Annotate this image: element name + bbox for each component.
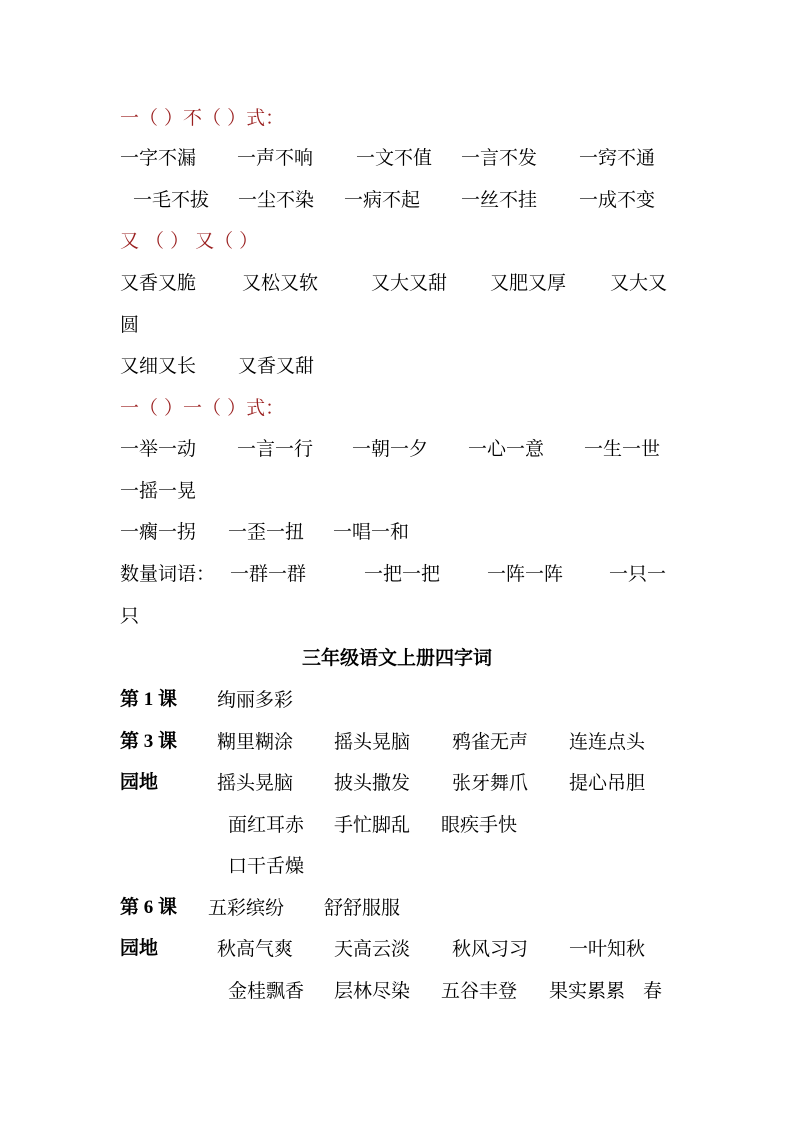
section1-heading: 一（ ）不（ ）式： — [120, 107, 285, 129]
word-item: 提心吊胆 — [569, 772, 646, 794]
word-item: 一群一群 — [230, 563, 307, 585]
word-item: 五谷丰登 — [441, 980, 518, 1002]
word-item: 一举一动 — [120, 438, 197, 460]
word-item: 一病不起 — [344, 189, 421, 211]
word-item: 一毛不拔 — [133, 189, 210, 211]
lesson-label: 第 3 课 — [120, 731, 178, 752]
word-item: 一窍不通 — [579, 147, 656, 169]
word-item: 又香又脆 — [120, 272, 197, 294]
word-item: 春 — [643, 980, 663, 1002]
word-item: 一言一行 — [237, 438, 314, 460]
word-item: 天高云淡 — [334, 938, 411, 960]
word-item: 圆 — [120, 314, 140, 336]
word-item: 一心一意 — [468, 438, 545, 460]
word-item: 连连点头 — [569, 731, 646, 753]
lesson-label: 第 1 课 — [120, 689, 178, 710]
word-item: 一成不变 — [579, 189, 656, 211]
word-item: 披头撒发 — [334, 772, 411, 794]
section3-heading: 一（ ）一（ ）式： — [120, 397, 285, 419]
word-item: 一只一 — [609, 563, 667, 585]
word-item: 秋高气爽 — [217, 938, 294, 960]
word-item: 一生一世 — [584, 438, 661, 460]
word-item: 又大又甜 — [371, 272, 448, 294]
word-item: 一声不响 — [237, 147, 314, 169]
word-item: 一言不发 — [461, 147, 538, 169]
word-item: 一唱一和 — [333, 521, 410, 543]
section2-heading: 又 （ ） 又（ ） — [120, 230, 259, 252]
word-item: 一摇一晃 — [120, 480, 197, 502]
word-item: 又香又甜 — [238, 355, 315, 377]
word-item: 舒舒服服 — [324, 897, 401, 919]
word-item: 口干舌燥 — [228, 855, 305, 877]
word-item: 一歪一扭 — [228, 521, 305, 543]
word-item: 张牙舞爪 — [452, 772, 529, 794]
word-item: 只 — [120, 605, 140, 627]
page-title: 三年级语文上册四字词 — [301, 647, 492, 669]
word-item: 手忙脚乱 — [334, 814, 411, 836]
word-item: 鸦雀无声 — [452, 731, 529, 753]
lesson-label: 园地 — [120, 938, 159, 959]
word-item: 金桂飘香 — [228, 980, 305, 1002]
word-item: 眼疾手快 — [441, 814, 518, 836]
word-item: 一丝不挂 — [461, 189, 538, 211]
word-item: 摇头晃脑 — [217, 772, 294, 794]
word-item: 又大又 — [610, 272, 668, 294]
word-item: 一朝一夕 — [352, 438, 429, 460]
word-item: 摇头晃脑 — [334, 731, 411, 753]
word-item: 一阵一阵 — [487, 563, 564, 585]
word-item: 又松又软 — [242, 272, 319, 294]
word-item: 五彩缤纷 — [208, 897, 285, 919]
word-item: 一瘸一拐 — [120, 521, 197, 543]
word-item: 糊里糊涂 — [217, 731, 294, 753]
lesson-label: 第 6 课 — [120, 897, 178, 918]
word-item: 果实累累 — [549, 980, 626, 1002]
word-item: 绚丽多彩 — [217, 689, 294, 711]
word-item: 一文不值 — [356, 147, 433, 169]
word-item: 层林尽染 — [334, 980, 411, 1002]
word-item: 秋风习习 — [452, 938, 529, 960]
word-item: 一尘不染 — [238, 189, 315, 211]
lesson-label: 园地 — [120, 772, 159, 793]
word-item: 一叶知秋 — [569, 938, 646, 960]
word-item: 一字不漏 — [120, 147, 197, 169]
word-item: 又肥又厚 — [490, 272, 567, 294]
word-item: 面红耳赤 — [228, 814, 305, 836]
quantity-label: 数量词语： — [120, 563, 216, 585]
word-item: 又细又长 — [120, 355, 197, 377]
word-item: 一把一把 — [364, 563, 441, 585]
